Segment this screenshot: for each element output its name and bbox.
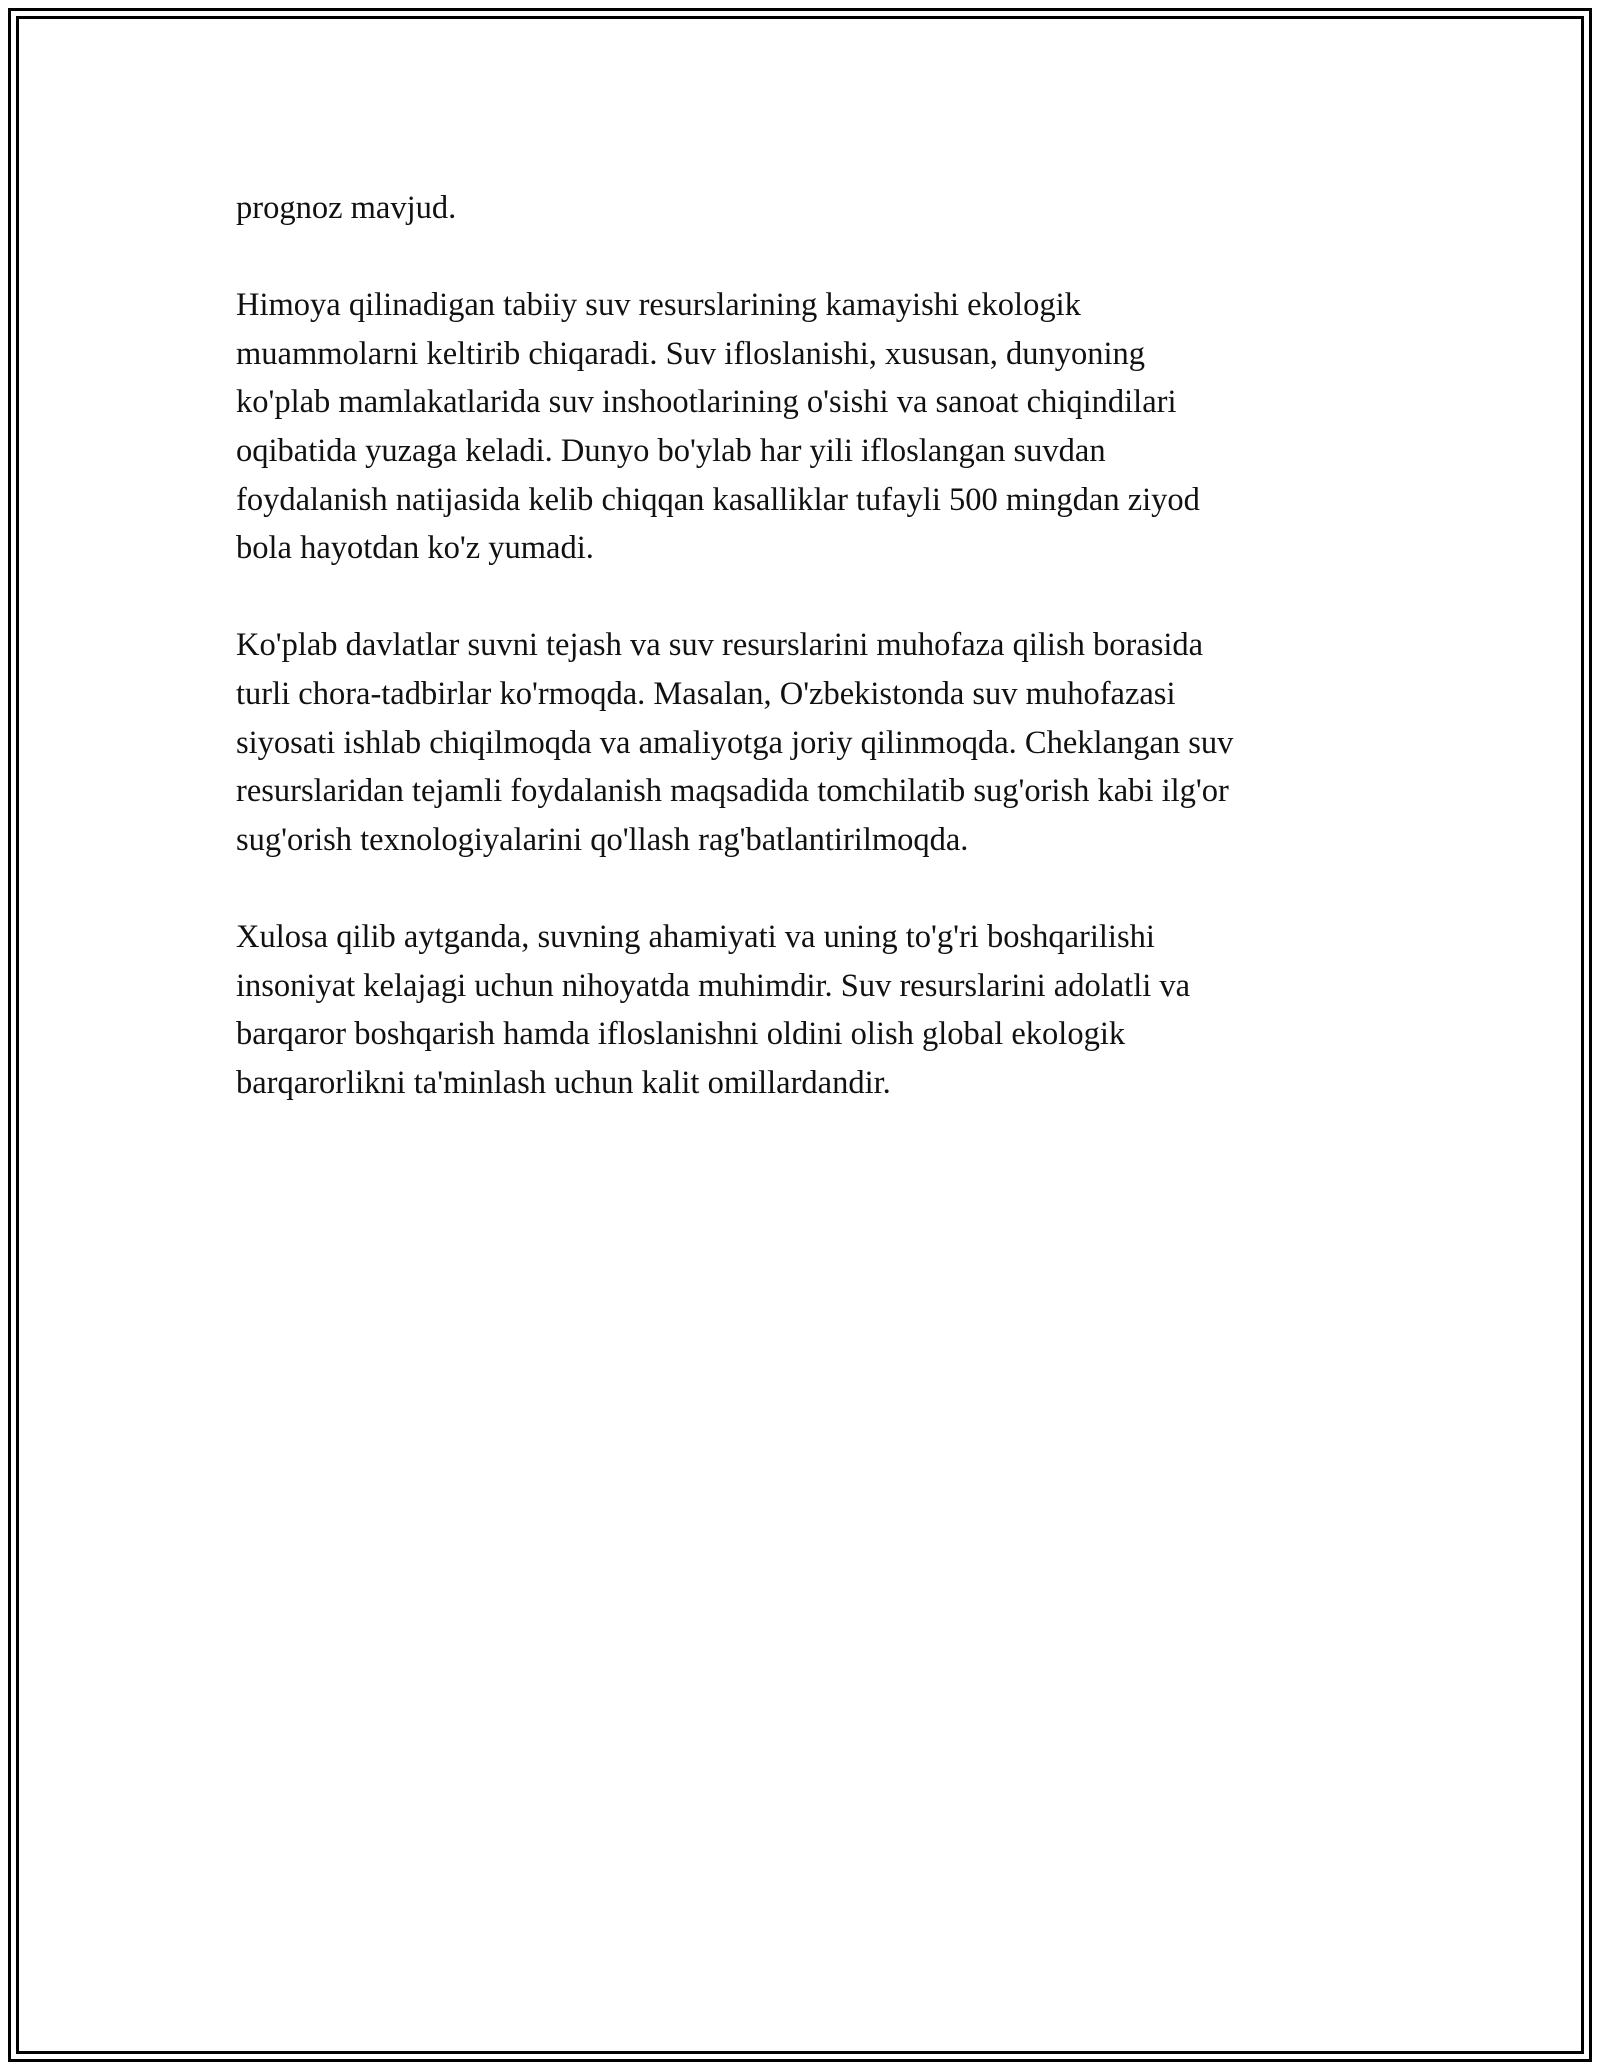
paragraph-water-protection: Ko'plab davlatlar suvni tejash va suv resurslarini muhofaza qilish borasida turli chora-tadbirlar ko'rmoqda. Masalan, O'zbekistonda suv muhofazasi siyosati ishlab chiqilmoqda va amaliyotga joriy qilinmoqda. Cheklangan suv resurslaridan tejamli foydalanish maqsadida tomchilatib sug'orish kabi ilg'or sug'orish texnologiyalarini qo'llash rag'batlantirilmoqda.: [236, 627, 1234, 858]
paragraph-water-pollution: Himoya qilinadigan tabiiy suv resurslarining kamayishi ekologik muammolarni keltirib chiqaradi. Suv ifloslanishi, xususan, dunyoning ko'plab mamlakatlarida suv inshootlarining o'sishi va sanoat chiqindilari oqibatida yuzaga keladi. Dunyo bo'ylab har yili ifloslangan suvdan foydalanish natijasida kelib chiqqan kasalliklar tufayli 500 mingdan ziyod bola hayotdan ko'z yumadi.: [236, 287, 1200, 567]
paragraph-continuation: prognoz mavjud.: [236, 190, 457, 226]
document-body: [236, 184, 1376, 1107]
paragraph-conclusion: Xulosa qilib aytganda, suvning ahamiyati va uning to'g'ri boshqarilishi insoniyat kelajagi uchun nihoyatda muhimdir. Suv resurslarini adolatli va barqaror boshqarish hamda ifloslanishni oldini olish global ekologik barqarorlikni ta'minlash uchun kalit omillardandir.: [236, 918, 1191, 1101]
